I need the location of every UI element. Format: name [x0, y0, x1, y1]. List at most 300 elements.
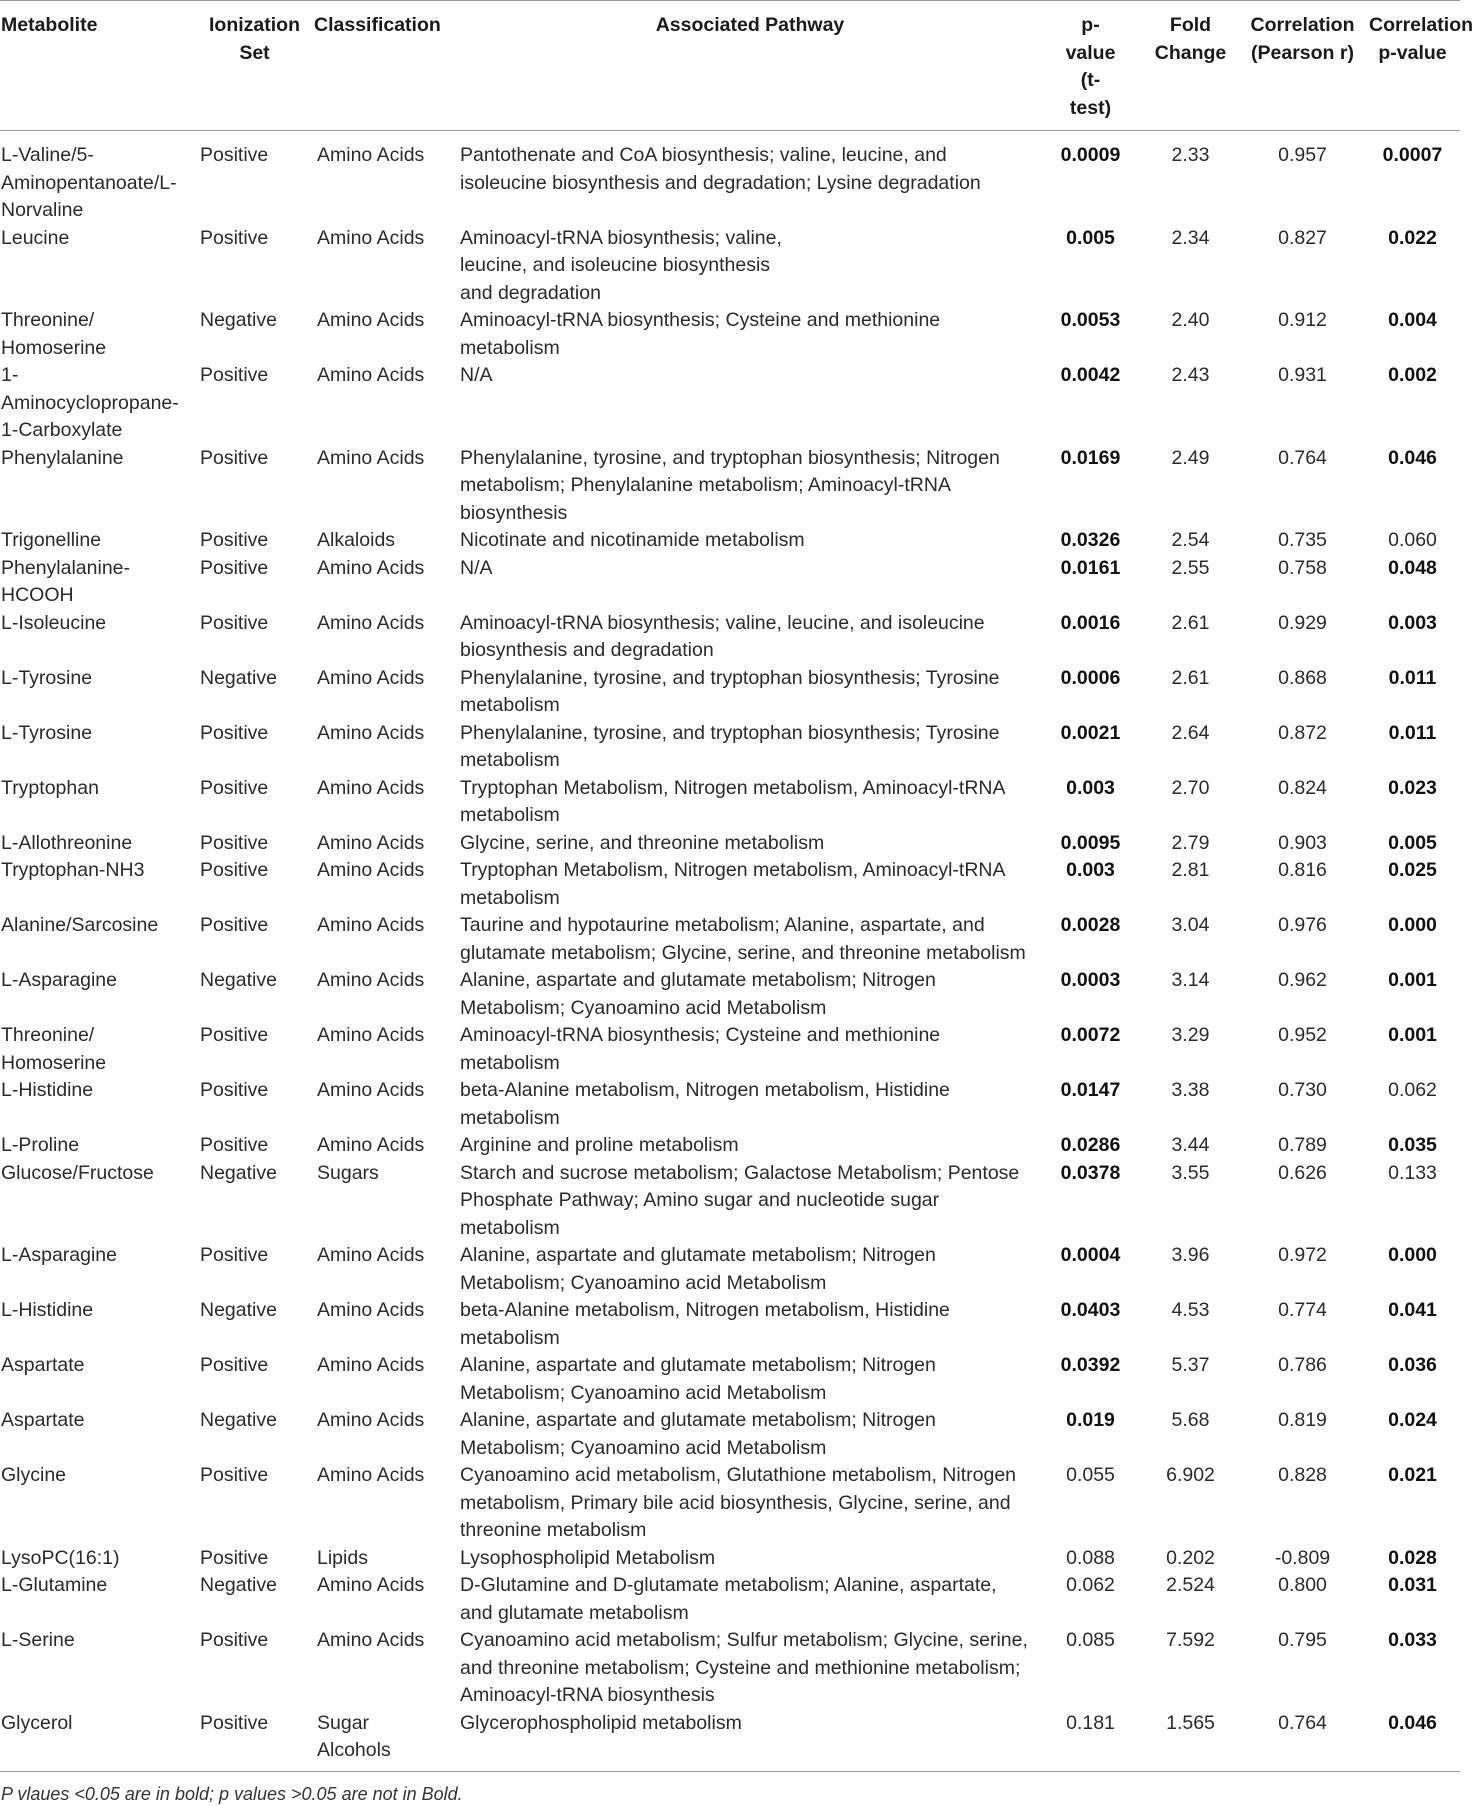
cell-p-value: 0.0403	[1060, 1299, 1121, 1321]
cell-classification	[313, 1545, 460, 1573]
cell-classification	[313, 1352, 460, 1407]
cell-correlation-r: 0.827	[1278, 226, 1327, 249]
cell-metabolite	[0, 1572, 196, 1627]
cell-metabolite	[0, 775, 196, 830]
cell-line: Norvaline	[1, 199, 84, 221]
cell-metabolite	[0, 555, 196, 610]
header-text: Associated Pathway	[655, 14, 845, 36]
cell-correlation-p-value: 0.060	[1388, 529, 1437, 551]
cell-line: Aspartate	[1, 1409, 85, 1431]
cell-line: L-Isoleucine	[1, 611, 107, 634]
cell-line: Starch and sucrose metabolism; Galactose Metabolism; Pentose	[460, 1161, 1020, 1184]
cell-line: metabolism	[460, 1106, 560, 1129]
cell-ionization-set: Positive	[200, 556, 269, 579]
header-text: Metabolite	[1, 14, 98, 36]
cell-ionization-set: Negative	[200, 1299, 277, 1321]
cell-classification	[313, 362, 460, 445]
cell-line: Aminoacyl-tRNA biosynthesis	[460, 1684, 715, 1706]
header-text: value	[1065, 41, 1116, 64]
cell-classification	[313, 131, 460, 225]
header-associated-pathway	[460, 1, 1040, 131]
cell-classification	[313, 775, 460, 830]
cell-correlation-r: 0.758	[1278, 556, 1327, 579]
cell-metabolite	[0, 830, 196, 858]
cell-correlation-p-value: 0.000	[1388, 914, 1437, 936]
cell-ionization-set: Positive	[200, 1711, 269, 1734]
cell-metabolite	[0, 857, 196, 912]
cell-associated-pathway	[460, 830, 1040, 858]
cell-correlation-p-value: 0.022	[1388, 226, 1437, 249]
cell-line: Amino Acids	[317, 309, 425, 331]
cell-p-value: 0.0006	[1060, 666, 1121, 689]
cell-classification	[313, 610, 460, 665]
cell-classification	[313, 912, 460, 967]
header-metabolite	[0, 1, 196, 131]
cell-line: Glycine	[1, 1464, 67, 1486]
cell-line: Lipids	[317, 1546, 368, 1569]
cell-metabolite	[0, 1710, 196, 1771]
cell-classification	[313, 720, 460, 775]
cell-correlation-p-value: 0.048	[1388, 556, 1437, 579]
cell-classification	[313, 1462, 460, 1545]
table-row	[0, 1132, 1460, 1160]
cell-line: metabolism	[460, 749, 560, 771]
cell-line: Cyanoamino acid metabolism, Glutathione metabolism, Nitrogen	[460, 1464, 1017, 1486]
cell-line: beta-Alanine metabolism, Nitrogen metabolism, Histidine	[460, 1079, 950, 1101]
cell-line: Alkaloids	[317, 529, 396, 551]
table-row	[0, 1352, 1460, 1407]
cell-metabolite	[0, 1077, 196, 1132]
cell-fold-change: 2.33	[1171, 144, 1210, 166]
cell-correlation-p-value: 0.133	[1388, 1161, 1437, 1184]
cell-line: Leucine	[1, 226, 70, 249]
cell-associated-pathway	[460, 307, 1040, 362]
table-row	[0, 1627, 1460, 1710]
cell-correlation-r: 0.868	[1278, 666, 1327, 689]
cell-associated-pathway	[460, 1627, 1040, 1710]
cell-line: Alanine/Sarcosine	[1, 914, 159, 936]
cell-metabolite	[0, 1242, 196, 1297]
header-text: Fold	[1169, 14, 1212, 36]
table-row	[0, 131, 1460, 225]
cell-p-value: 0.0392	[1060, 1354, 1121, 1376]
cell-classification	[313, 857, 460, 912]
cell-ionization-set: Negative	[200, 666, 277, 689]
cell-line: L-Serine	[1, 1629, 75, 1651]
cell-correlation-r: 0.800	[1278, 1574, 1327, 1596]
cell-associated-pathway	[460, 1297, 1040, 1352]
table-row	[0, 1297, 1460, 1352]
cell-ionization-set: Positive	[200, 1134, 269, 1156]
cell-p-value: 0.0003	[1060, 969, 1121, 991]
cell-correlation-r: 0.816	[1278, 859, 1327, 881]
cell-line: isoleucine biosynthesis and degradation; Lysine degradation	[460, 171, 981, 194]
cell-fold-change: 5.37	[1171, 1354, 1210, 1376]
cell-associated-pathway	[460, 610, 1040, 665]
cell-fold-change: 3.04	[1171, 914, 1210, 936]
cell-line: Tryptophan-NH3	[1, 859, 145, 881]
cell-p-value: 0.005	[1066, 226, 1115, 249]
cell-associated-pathway	[460, 445, 1040, 528]
cell-ionization-set: Positive	[200, 529, 269, 551]
cell-line: Aminoacyl-tRNA biosynthesis; Cysteine and methionine	[460, 1024, 941, 1046]
cell-line: L-Histidine	[1, 1079, 94, 1101]
cell-ionization-set: Positive	[200, 914, 269, 936]
cell-fold-change: 3.29	[1171, 1024, 1210, 1046]
cell-associated-pathway	[460, 1710, 1040, 1771]
cell-line: Amino Acids	[317, 144, 425, 166]
cell-p-value: 0.0021	[1060, 721, 1121, 744]
cell-classification	[313, 445, 460, 528]
cell-line: Alanine, aspartate and glutamate metabolism; Nitrogen	[460, 1409, 936, 1431]
cell-p-value: 0.0326	[1060, 529, 1121, 551]
table-row	[0, 1572, 1460, 1627]
cell-associated-pathway	[460, 665, 1040, 720]
cell-metabolite	[0, 912, 196, 967]
cell-fold-change: 2.55	[1171, 556, 1210, 579]
table-row	[0, 610, 1460, 665]
cell-ionization-set: Positive	[200, 1354, 269, 1376]
cell-line: Threonine/	[1, 309, 95, 331]
table-row	[0, 1242, 1460, 1297]
header-text: Correlation	[1250, 14, 1355, 36]
cell-line: Amino Acids	[317, 226, 425, 249]
table-row	[0, 720, 1460, 775]
cell-correlation-r: 0.903	[1278, 831, 1327, 854]
cell-fold-change: 3.38	[1171, 1079, 1210, 1101]
cell-metabolite	[0, 307, 196, 362]
cell-classification	[313, 527, 460, 555]
header-classification	[313, 1, 460, 131]
cell-line: Glucose/Fructose	[1, 1161, 154, 1184]
cell-line: L-Valine/5-	[1, 144, 94, 166]
cell-line: Cyanoamino acid metabolism; Sulfur metabolism; Glycine, serine,	[460, 1629, 1028, 1651]
header-text: Correlation	[1369, 14, 1473, 36]
cell-ionization-set: Negative	[200, 1409, 277, 1431]
footnote: P vlaues <0.05 are in bold; p values >0.05 are not in Bold.	[1, 1783, 463, 1804]
cell-correlation-p-value: 0.031	[1388, 1574, 1437, 1596]
cell-ionization-set: Positive	[200, 1464, 269, 1486]
header-correlation-r	[1240, 1, 1365, 131]
cell-classification	[313, 1627, 460, 1710]
cell-correlation-p-value: 0.033	[1388, 1629, 1437, 1651]
cell-associated-pathway	[460, 1572, 1040, 1627]
cell-correlation-p-value: 0.062	[1388, 1079, 1437, 1101]
cell-correlation-p-value: 0.005	[1388, 831, 1437, 854]
cell-associated-pathway	[460, 1077, 1040, 1132]
cell-fold-change: 2.34	[1171, 226, 1210, 249]
header-ionization-set	[196, 1, 313, 131]
cell-correlation-p-value: 0.011	[1388, 721, 1437, 744]
cell-correlation-p-value: 0.041	[1388, 1299, 1437, 1321]
table-row	[0, 307, 1460, 362]
cell-line: metabolism	[460, 694, 560, 716]
cell-p-value: 0.0286	[1060, 1134, 1121, 1156]
cell-correlation-p-value: 0.001	[1388, 1024, 1437, 1046]
table-row	[0, 1462, 1460, 1545]
cell-metabolite	[0, 362, 196, 445]
cell-fold-change: 2.61	[1171, 611, 1210, 634]
cell-line: glutamate metabolism; Glycine, serine, and threonine metabolism	[460, 941, 1026, 964]
cell-ionization-set: Positive	[200, 1546, 269, 1569]
cell-line: Amino Acids	[317, 1629, 425, 1651]
cell-line: Metabolism; Cyanoamino acid Metabolism	[460, 996, 827, 1019]
cell-correlation-p-value: 0.035	[1388, 1134, 1437, 1156]
cell-line: biosynthesis and degradation	[460, 639, 714, 661]
cell-p-value: 0.003	[1066, 776, 1115, 799]
cell-line: Alanine, aspartate and glutamate metabolism; Nitrogen	[460, 1244, 936, 1266]
cell-line: Amino Acids	[317, 1079, 425, 1101]
cell-line: metabolism	[460, 804, 560, 826]
cell-fold-change: 2.43	[1171, 364, 1210, 386]
cell-associated-pathway	[460, 527, 1040, 555]
cell-fold-change: 1.565	[1166, 1711, 1215, 1734]
cell-associated-pathway	[460, 967, 1040, 1022]
cell-p-value: 0.0072	[1060, 1024, 1121, 1046]
cell-ionization-set: Positive	[200, 776, 269, 799]
header-text: Classification	[314, 14, 441, 36]
table-row	[0, 857, 1460, 912]
table-row	[0, 1407, 1460, 1462]
cell-associated-pathway	[460, 1242, 1040, 1297]
cell-line: Phosphate Pathway; Amino sugar and nucleotide sugar	[460, 1189, 940, 1211]
cell-metabolite	[0, 1160, 196, 1243]
cell-metabolite	[0, 131, 196, 225]
cell-metabolite	[0, 610, 196, 665]
cell-correlation-r: 0.730	[1278, 1079, 1327, 1101]
cell-classification	[313, 225, 460, 308]
cell-correlation-p-value: 0.002	[1388, 364, 1437, 386]
cell-ionization-set: Negative	[200, 1161, 277, 1184]
table-row	[0, 775, 1460, 830]
cell-correlation-p-value: 0.004	[1388, 309, 1437, 331]
cell-line: metabolism; Phenylalanine metabolism; Aminoacyl-tRNA	[460, 474, 951, 496]
cell-classification	[313, 665, 460, 720]
cell-line: Amino Acids	[317, 1464, 425, 1486]
cell-p-value: 0.0147	[1060, 1079, 1121, 1101]
cell-line: Amino Acids	[317, 611, 425, 634]
cell-p-value: 0.0161	[1060, 556, 1121, 579]
header-text: (t-	[1080, 69, 1101, 91]
cell-fold-change: 2.81	[1171, 859, 1210, 881]
table-body	[0, 131, 1460, 1771]
cell-line: Aminoacyl-tRNA biosynthesis; valine,	[460, 226, 782, 249]
cell-line: Phenylalanine, tyrosine, and tryptophan biosynthesis; Nitrogen	[460, 446, 1000, 469]
cell-associated-pathway	[460, 131, 1040, 225]
cell-ionization-set: Positive	[200, 446, 269, 469]
cell-metabolite	[0, 1407, 196, 1462]
cell-correlation-r: 0.735	[1278, 529, 1327, 551]
cell-correlation-r: 0.786	[1278, 1354, 1327, 1376]
cell-classification	[313, 1132, 460, 1160]
cell-classification	[313, 1572, 460, 1627]
cell-fold-change: 2.79	[1171, 831, 1210, 854]
cell-classification	[313, 555, 460, 610]
cell-p-value: 0.088	[1066, 1546, 1115, 1569]
table-row	[0, 225, 1460, 308]
cell-ionization-set: Positive	[200, 1024, 269, 1046]
cell-line: Glycerol	[1, 1711, 73, 1734]
cell-associated-pathway	[460, 1462, 1040, 1545]
cell-line: D-Glutamine and D-glutamate metabolism; Alanine, aspartate,	[460, 1574, 997, 1596]
cell-line: Amino Acids	[317, 969, 425, 991]
header-text: Ionization	[209, 14, 300, 36]
cell-associated-pathway	[460, 1352, 1040, 1407]
cell-line: 1-Carboxylate	[1, 419, 123, 441]
table-row	[0, 1077, 1460, 1132]
cell-line: Homoserine	[1, 336, 107, 359]
cell-line: Alanine, aspartate and glutamate metabolism; Nitrogen	[460, 1354, 936, 1376]
cell-metabolite	[0, 225, 196, 308]
cell-correlation-r: 0.774	[1278, 1299, 1327, 1321]
cell-classification	[313, 830, 460, 858]
cell-ionization-set: Positive	[200, 721, 269, 744]
cell-line: Amino Acids	[317, 721, 425, 744]
cell-line: Homoserine	[1, 1051, 107, 1074]
cell-correlation-p-value: 0.028	[1388, 1546, 1437, 1569]
cell-correlation-r: 0.795	[1278, 1629, 1327, 1651]
cell-correlation-r: 0.957	[1278, 144, 1327, 166]
cell-line: L-Glutamine	[1, 1574, 108, 1596]
cell-line: L-Allothreonine	[1, 831, 133, 854]
cell-p-value: 0.0169	[1060, 446, 1121, 469]
cell-line: Amino Acids	[317, 1024, 425, 1046]
cell-line: and degradation	[460, 281, 601, 304]
cell-line: Amino Acids	[317, 1244, 425, 1266]
table-row	[0, 555, 1460, 610]
cell-associated-pathway	[460, 775, 1040, 830]
cell-metabolite	[0, 1352, 196, 1407]
cell-associated-pathway	[460, 1407, 1040, 1462]
cell-correlation-p-value: 0.046	[1388, 1711, 1437, 1734]
cell-associated-pathway	[460, 1132, 1040, 1160]
header-text: test)	[1069, 96, 1112, 119]
cell-line: Amino Acids	[317, 1574, 425, 1596]
cell-correlation-p-value: 0.003	[1388, 611, 1437, 634]
cell-correlation-r: -0.809	[1274, 1546, 1331, 1569]
cell-associated-pathway	[460, 720, 1040, 775]
cell-fold-change: 3.55	[1171, 1161, 1210, 1184]
table-row	[0, 830, 1460, 858]
cell-line: Tryptophan Metabolism, Nitrogen metabolism, Aminoacyl-tRNA	[460, 859, 1006, 881]
cell-fold-change: 2.61	[1171, 666, 1210, 689]
cell-correlation-r: 0.912	[1278, 309, 1327, 331]
cell-line: Phenylalanine-	[1, 556, 131, 579]
header-text: p-value	[1378, 41, 1447, 64]
cell-fold-change: 2.40	[1171, 309, 1210, 331]
cell-associated-pathway	[460, 1022, 1040, 1077]
cell-fold-change: 6.902	[1166, 1464, 1215, 1486]
cell-correlation-r: 0.824	[1278, 776, 1327, 799]
cell-correlation-r: 0.764	[1278, 1711, 1327, 1734]
cell-ionization-set: Positive	[200, 1079, 269, 1101]
table-row	[0, 1545, 1460, 1573]
cell-line: threonine metabolism	[460, 1519, 647, 1541]
cell-metabolite	[0, 1022, 196, 1077]
cell-line: metabolism	[460, 1051, 560, 1074]
cell-line: Amino Acids	[317, 556, 425, 579]
cell-correlation-r: 0.872	[1278, 721, 1327, 744]
table-row	[0, 967, 1460, 1022]
cell-correlation-r: 0.626	[1278, 1161, 1327, 1184]
cell-line: metabolism	[460, 1216, 560, 1239]
cell-correlation-p-value: 0.025	[1388, 859, 1437, 881]
cell-p-value: 0.0009	[1060, 144, 1121, 166]
cell-line: Glycine, serine, and threonine metabolism	[460, 831, 825, 854]
cell-line: Amino Acids	[317, 666, 425, 689]
cell-fold-change: 2.49	[1171, 446, 1210, 469]
cell-associated-pathway	[460, 857, 1040, 912]
cell-p-value: 0.0016	[1060, 611, 1121, 634]
cell-line: Aspartate	[1, 1354, 85, 1376]
cell-line: metabolism	[460, 336, 560, 359]
table-row	[0, 1160, 1460, 1243]
cell-fold-change: 4.53	[1171, 1299, 1210, 1321]
cell-line: Phenylalanine, tyrosine, and tryptophan biosynthesis; Tyrosine	[460, 721, 1000, 744]
cell-ionization-set: Positive	[200, 1629, 269, 1651]
cell-line: Amino Acids	[317, 914, 425, 936]
cell-line: Amino Acids	[317, 776, 425, 799]
cell-associated-pathway	[460, 225, 1040, 308]
table-header	[0, 1, 1473, 131]
cell-fold-change: 2.54	[1171, 529, 1210, 551]
cell-fold-change: 3.44	[1171, 1134, 1210, 1156]
cell-correlation-p-value: 0.024	[1388, 1409, 1437, 1431]
cell-line: L-Asparagine	[1, 969, 117, 991]
cell-fold-change: 2.64	[1171, 721, 1210, 744]
header-p-value	[1040, 1, 1141, 131]
cell-line: metabolism, Primary bile acid biosynthesis, Glycine, serine, and	[460, 1491, 1011, 1514]
cell-correlation-p-value: 0.0007	[1382, 144, 1443, 166]
cell-ionization-set: Negative	[200, 1574, 277, 1596]
cell-line: Sugar	[317, 1711, 370, 1734]
cell-line: Metabolism; Cyanoamino acid Metabolism	[460, 1381, 827, 1404]
cell-line: L-Asparagine	[1, 1244, 117, 1266]
cell-line: Phenylalanine, tyrosine, and tryptophan biosynthesis; Tyrosine	[460, 666, 1000, 689]
cell-line: Threonine/	[1, 1024, 95, 1046]
cell-p-value: 0.085	[1066, 1629, 1115, 1651]
cell-line: Amino Acids	[317, 859, 425, 881]
cell-ionization-set: Positive	[200, 611, 269, 634]
cell-metabolite	[0, 1545, 196, 1573]
cell-line: Phenylalanine	[1, 446, 124, 469]
cell-p-value: 0.0004	[1060, 1244, 1121, 1266]
cell-line: leucine, and isoleucine biosynthesis	[460, 254, 771, 276]
cell-fold-change: 2.524	[1166, 1574, 1215, 1596]
cell-classification	[313, 967, 460, 1022]
cell-line: Amino Acids	[317, 1409, 425, 1431]
cell-correlation-p-value: 0.011	[1388, 666, 1437, 689]
table-row	[0, 527, 1460, 555]
cell-line: N/A	[460, 364, 493, 386]
cell-correlation-r: 0.976	[1278, 914, 1327, 936]
cell-ionization-set: Positive	[200, 226, 269, 249]
cell-classification	[313, 1407, 460, 1462]
cell-line: L-Tyrosine	[1, 721, 93, 744]
table-row	[0, 1710, 1460, 1771]
cell-classification	[313, 1710, 460, 1771]
cell-fold-change: 0.202	[1166, 1546, 1215, 1569]
cell-line: Amino Acids	[317, 364, 425, 386]
header-fold-change	[1141, 1, 1240, 131]
cell-p-value: 0.0042	[1060, 364, 1121, 386]
header-text: (Pearson r)	[1251, 41, 1354, 64]
cell-ionization-set: Positive	[200, 144, 269, 166]
cell-p-value: 0.0053	[1060, 309, 1121, 331]
cell-correlation-r: 0.952	[1278, 1024, 1327, 1046]
cell-correlation-r: 0.789	[1278, 1134, 1327, 1156]
cell-line: Arginine and proline metabolism	[460, 1134, 739, 1156]
